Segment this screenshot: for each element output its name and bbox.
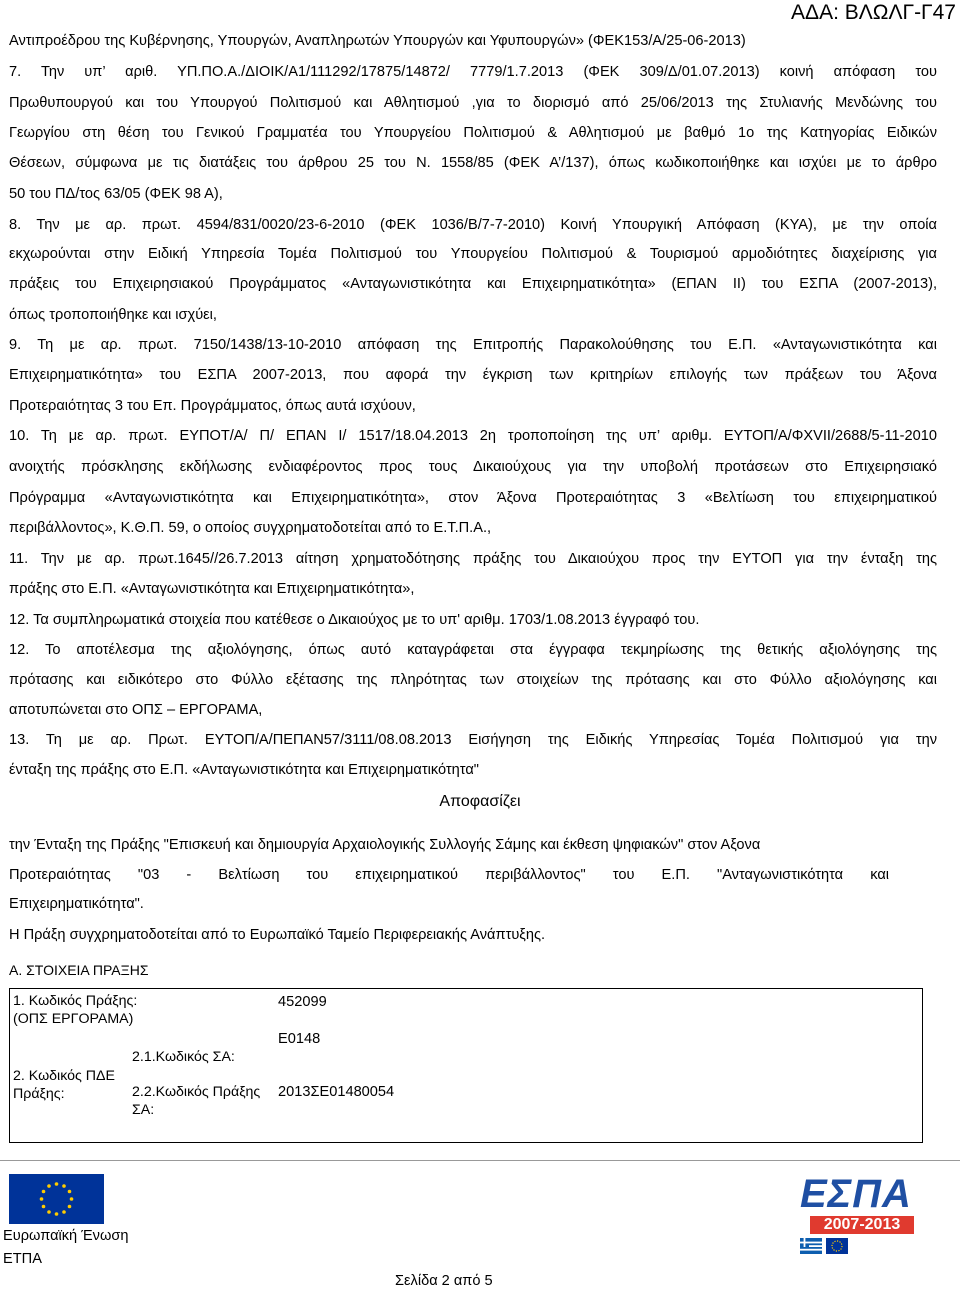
eu-star-icon: [55, 1182, 59, 1186]
body-line: περιβάλλοντος», Κ.Θ.Π. 59, ο οποίος συγχρηματοδοτείται από το Ε.Τ.Π.Α.,: [9, 520, 492, 536]
eu-star-icon: [55, 1212, 59, 1216]
body-line: πράξης στο Ε.Π. «Ανταγωνιστικότητα και Επιχειρηματικότητα»,: [9, 581, 415, 597]
greek-flag-icon: [800, 1238, 822, 1254]
sa-project-code-label-line1: 2.2.Κωδικός Πράξης: [132, 1084, 261, 1100]
body-line: αποτυπώνεται στο ΟΠΣ – ΕΡΓΟΡΑΜΑ,: [9, 702, 263, 718]
body-line: 10. Τη με αρ. πρωτ. ΕΥΠΟΤ/Α/ Π/ ΕΠΑΝ Ι/ 1517/18.04.2013 2η τροποποίηση της υπ’ αριθμ. ΕΥΤΟΠ/Α/ΦΧVII/2688/5-11-2010: [9, 428, 937, 444]
eu-star-icon: [68, 1205, 72, 1209]
body-line: 12. Το αποτέλεσμα της αξιολόγησης, όπως αυτό καταγράφεται στα έγγραφα τεκμηρίωσης της θετικής αξιολόγησης της: [9, 642, 937, 658]
project-data-table: [9, 988, 923, 1143]
body-line: όπως τροποποιήθηκε και ισχύει,: [9, 307, 217, 323]
body-line: Θέσεων, σύμφωνα με τις διατάξεις του άρθρου 25 του Ν. 1558/85 (ΦΕΚ Α’/137), όπως κωδικοποιήθηκε και ισχύει με το άρθρο: [9, 155, 937, 171]
pde-code-label-line1: 2. Κωδικός ΠΔΕ: [13, 1068, 115, 1084]
espa-logo: [800, 1172, 950, 1258]
body-line: Πρωθυπουργού και του Υπουργού Πολιτισμού και Αθλητισμού ,για το διορισμό από 25/06/2013 της Στυλιανής Μενδώνης του: [9, 95, 937, 111]
eu-star-icon: [42, 1205, 46, 1209]
sa-code-label: 2.1.Κωδικός ΣΑ:: [132, 1049, 235, 1065]
pde-code-label-line2: Πράξης:: [13, 1086, 65, 1102]
footer-divider: [0, 1160, 960, 1161]
eu-star-icon: [68, 1190, 72, 1194]
eu-star-icon: [47, 1184, 51, 1188]
body-line: Επιχειρηματικότητα» του ΕΣΠΑ 2007-2013, που αφορά την έγκριση των κριτηρίων επιλογής των πράξεων του Άξονα: [9, 367, 937, 383]
eu-star-icon: [47, 1210, 51, 1214]
body-line: πρότασης και ειδικότερο στο Φύλλο εξέτασης της πληρότητας των στοιχείων της πρότασης και στο Φύλλο αξιολόγησης και: [9, 672, 937, 688]
eu-small-flag-icon: [826, 1238, 848, 1254]
body-line: 12. Τα συμπληρωματικά στοιχεία που κατέθεσε ο Δικαιούχος με το υπ' αριθμ. 1703/1.08.2013 έγγραφό του.: [9, 612, 700, 628]
espa-logo-text: ΕΣΠΑ: [800, 1172, 912, 1216]
decision-heading: Αποφασίζει: [439, 793, 521, 810]
erdf-label: ΕΤΠΑ: [3, 1251, 42, 1267]
body-line: 11. Την με αρ. πρωτ.1645//26.7.2013 αίτηση χρηματοδότησης πράξης του Δικαιούχου προς την ΕΥΤΟΠ για την ένταξη της: [9, 551, 937, 567]
project-code-label-line2: (ΟΠΣ ΕΡΓΟΡΑΜΑ): [13, 1011, 134, 1027]
body-line: Πρόγραμμα «Ανταγωνιστικότητα και Επιχειρηματικότητα», στον Άξονα Προτεραιότητας 3 «Βελτίωση του επιχειρηματικού: [9, 490, 937, 506]
body-line: εκχωρούνται στην Ειδική Υπηρεσία Τομέα Πολιτισμού του Υπουργείου Πολιτισμού & Τουρισμού αρμοδιότητες διαχείρισης για: [9, 246, 937, 262]
project-code-label-line1: 1. Κωδικός Πράξης:: [13, 993, 138, 1009]
pde-code-label: [13, 1067, 115, 1103]
body-line: Γεωργίου στη θέση του Γενικού Γραμματέα του Υπουργείου Πολιτισμού & Αθλητισμού με βαθμό 1ο της Κατηγορίας Ειδικών: [9, 125, 937, 141]
decision-line-2: Προτεραιότητας "03 - Βελτίωση του επιχειρηματικού περιβάλλοντος" του Ε.Π. "Ανταγωνιστικότητα και: [9, 867, 889, 883]
eu-star-icon: [40, 1197, 44, 1201]
eu-star-icon: [70, 1197, 74, 1201]
sa-project-code-label-line2: ΣΑ:: [132, 1102, 155, 1118]
eu-flag-icon: [9, 1174, 104, 1224]
eu-star-icon: [42, 1190, 46, 1194]
sa-project-code-value: 2013ΣΕ01480054: [278, 1084, 395, 1100]
decision-line-1: την Ένταξη της Πράξης "Επισκευή και δημιουργία Αρχαιολογικής Συλλογής Σάμης και έκθεση ψηφιακών" στον Αξονα: [9, 837, 761, 853]
project-code-label: [13, 992, 137, 1028]
body-line: 9. Τη με αρ. πρωτ. 7150/1438/13-10-2010 απόφαση της Επιτροπής Παρακολούθησης του Ε.Π. «Ανταγωνιστικότητα και: [9, 337, 937, 353]
body-line: ένταξη της πράξης στο Ε.Π. «Ανταγωνιστικότητα και Επιχειρηματικότητα": [9, 762, 479, 778]
section-a-title: Α. ΣΤΟΙΧΕΙΑ ΠΡΑΞΗΣ: [9, 962, 149, 978]
ada-code: ΑΔΑ: ΒΛΩΛΓ-Γ47: [791, 1, 956, 24]
body-line: Προτεραιότητας 3 του Επ. Προγράμματος, όπως αυτά ισχύουν,: [9, 398, 416, 414]
eu-star-icon: [62, 1184, 66, 1188]
body-line: Αντιπροέδρου της Κυβέρνησης, Υπουργών, Αναπληρωτών Υπουργών και Υφυπουργών» (ΦΕΚ153/Α/25-06-2013): [9, 33, 746, 49]
body-line: 8. Την με αρ. πρωτ. 4594/831/0020/23-6-2010 (ΦΕΚ 1036/Β/7-7-2010) Κοινή Υπουργική Απόφαση (ΚΥΑ), με την οποία: [9, 217, 937, 233]
espa-logo-years: 2007-2013: [810, 1216, 914, 1234]
decision-line-4: Η Πράξη συγχρηματοδοτείται από το Ευρωπαϊκό Ταμείο Περιφερειακής Ανάπτυξης.: [9, 927, 546, 943]
decision-line-3: Επιχειρηματικότητα".: [9, 896, 144, 912]
body-line: ανοιχτής πρόσκλησης εκδήλωσης ενδιαφέροντος προς τους Δικαιούχους για την υποβολή προτάσεων στο Επιχειρησιακό: [9, 459, 937, 475]
eu-label: Ευρωπαϊκή Ένωση: [3, 1228, 129, 1244]
page-number: Σελίδα 2 από 5: [395, 1273, 493, 1289]
sa-project-code-label: [132, 1083, 260, 1119]
eu-star-icon: [62, 1210, 66, 1214]
body-line: 50 του ΠΔ/τος 63/05 (ΦΕΚ 98 Α),: [9, 186, 223, 202]
body-line: 13. Τη με αρ. Πρωτ. ΕΥΤΟΠ/Α/ΠΕΠΑΝ57/3111/08.08.2013 Εισήγηση της Ειδικής Υπηρεσίας Τομέα Πολιτισμού για την: [9, 732, 937, 748]
body-line: 7. Την υπ’ αριθ. ΥΠ.ΠΟ.Α./ΔΙΟΙΚ/Α1/111292/17875/14872/ 7779/1.7.2013 (ΦΕΚ 309/Δ/01.07.2013) κοινή απόφαση του: [9, 64, 937, 80]
sa-code-value: Ε0148: [278, 1031, 321, 1047]
project-code-value: 452099: [278, 994, 327, 1010]
body-line: πράξεις του Επιχειρησιακού Προγράμματος «Ανταγωνιστικότητα και Επιχειρηματικότητα» (ΕΠΑΝ ΙΙ) του ΕΣΠΑ (2007-2013),: [9, 276, 937, 292]
